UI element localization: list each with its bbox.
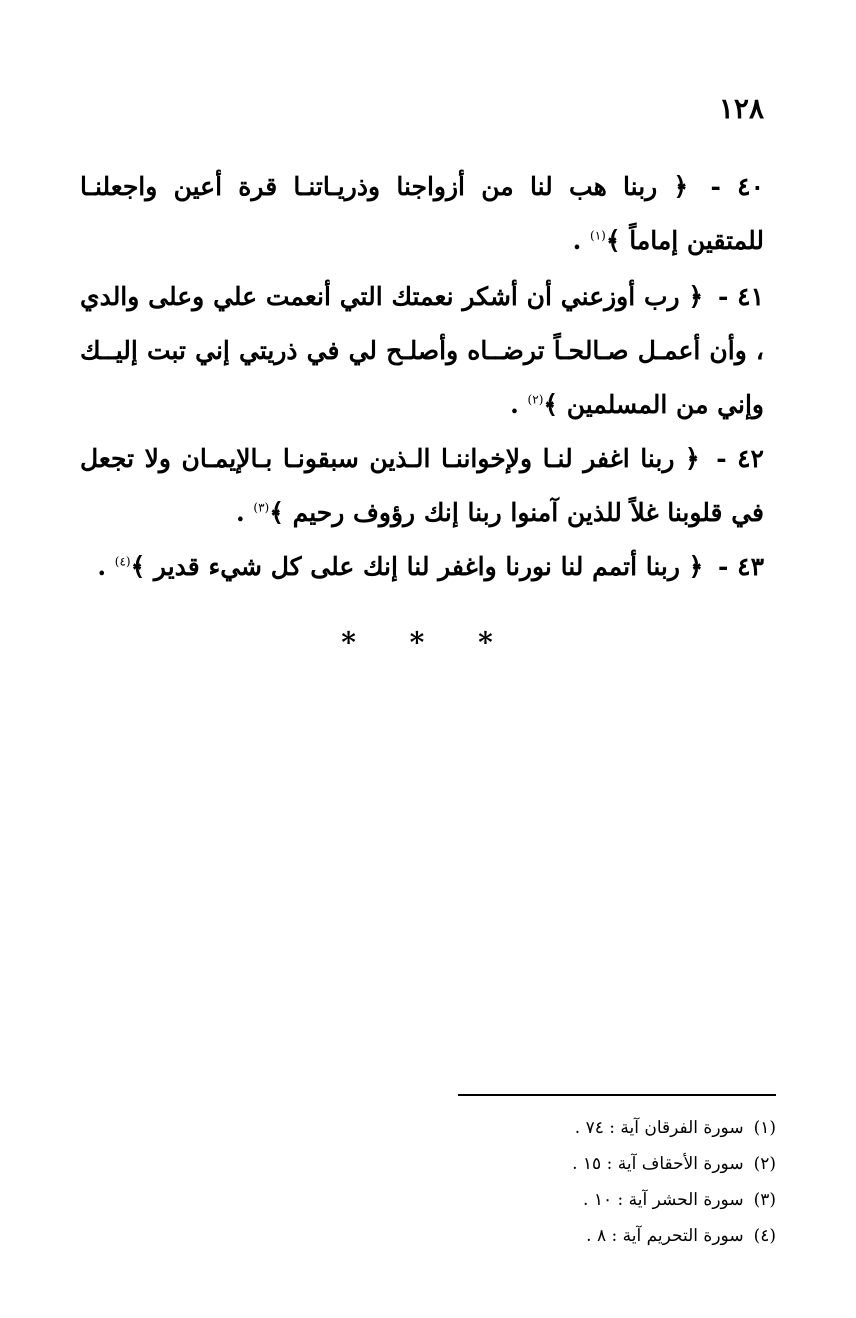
footnote-number: (٢) [753, 1154, 776, 1174]
section-separator: * * * [341, 626, 515, 659]
footnote-number: (١) [753, 1118, 776, 1138]
verse-text: ﴿ ربنا اغفر لنـا ولإخواننـا الـذين سبقونـا بـالإيمـان ولا تجعل في قلوبنا غلاً للذين آمنوا ربنا إنك رؤوف رحيم ﴾ [80, 444, 764, 527]
verse-41 [80, 270, 764, 432]
verse-number: ٤٢ - [716, 444, 764, 473]
footnote-number: (٣) [753, 1190, 776, 1210]
verse-43 [80, 540, 764, 594]
footnote-ref: (٤) [114, 554, 131, 569]
page-number: ١٢٨ [718, 92, 764, 125]
footnote-text: سورة التحريم آية : ٨ . [586, 1226, 744, 1246]
verse-number: ٤١ - [717, 282, 764, 311]
footnote-number: (٤) [753, 1226, 776, 1246]
verse-end: . [235, 498, 245, 527]
footnote-ref: (٣) [253, 500, 270, 515]
verse-text: ﴿ ربنا هب لنا من أزواجنا وذريـاتنـا قرة أعين واجعلنـا للمتقين إماماً ﴾ [80, 172, 764, 255]
verse-40 [80, 160, 764, 268]
footnote-item [376, 1182, 776, 1218]
verse-text: ﴿ رب أوزعني أن أشكر نعمتك التي أنعمت علي وعلى والدي ، وأن أعمـل صـالحـاً ترضــاه وأصلـح لي في ذريتي إني تبت إليــك وإني من المسلمين ﴾ [80, 282, 764, 419]
verse-text: ﴿ ربنا أتمم لنا نورنا واغفر لنا إنك على كل شيء قدير ﴾ [130, 552, 704, 581]
verse-42 [80, 432, 764, 540]
footnote-item [376, 1110, 776, 1146]
verse-end: . [510, 390, 519, 419]
footnote-item [376, 1146, 776, 1182]
verse-number: ٤٠ - [710, 172, 764, 201]
verse-end: . [572, 226, 582, 255]
footnote-ref: (٢) [527, 392, 544, 407]
footnote-text: سورة الأحقاف آية : ١٥ . [572, 1154, 744, 1174]
footnote-text: سورة الفرقان آية : ٧٤ . [574, 1118, 744, 1138]
footnotes [376, 1110, 776, 1254]
footnote-text: سورة الحشر آية : ١٠ . [583, 1190, 744, 1210]
footnote-ref: (١) [590, 228, 606, 243]
verse-end: . [97, 552, 107, 581]
verse-number: ٤٣ - [718, 552, 764, 581]
footnote-divider [458, 1094, 776, 1096]
footnote-item [376, 1218, 776, 1254]
